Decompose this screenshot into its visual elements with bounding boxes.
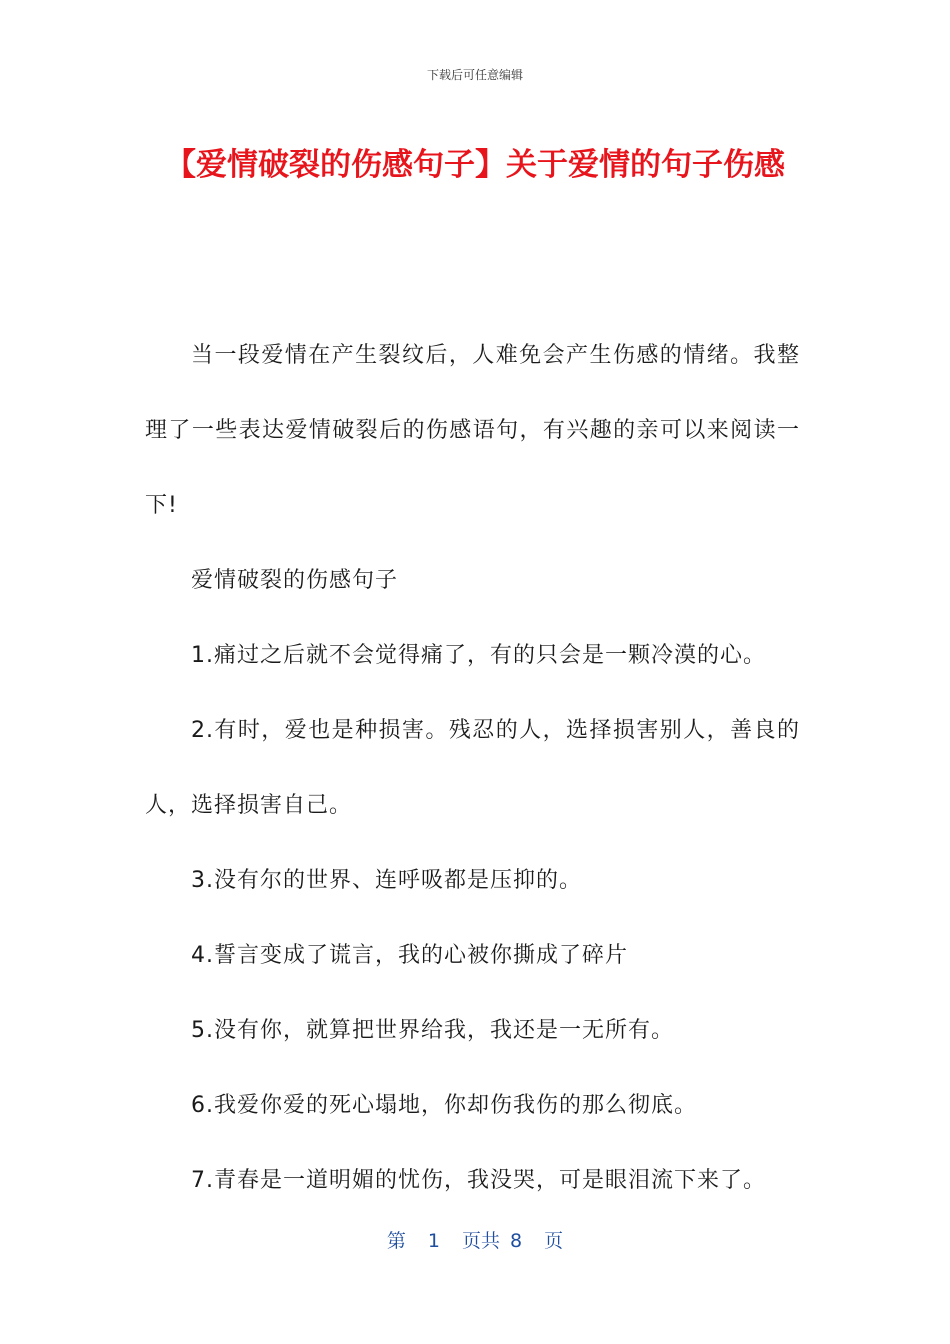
quote-item-2: 2.有时，爱也是种损害。残忍的人，选择损害别人，善良的人，选择损害自己。 (145, 718, 800, 818)
quote-item-7: 7.青春是一道明媚的忧伤，我没哭，可是眼泪流下来了。 (191, 1168, 766, 1193)
quote-item-1: 1.痛过之后就不会觉得痛了，有的只会是一颗冷漠的心。 (191, 643, 766, 668)
footer-total-pages: 8 (510, 1230, 523, 1252)
document-body (145, 318, 800, 1218)
intro-paragraph: 当一段爱情在产生裂纹后，人难免会产生伤感的情绪。我整理了一些表达爱情破裂后的伤感语句，有兴趣的亲可以来阅读一下! (145, 343, 800, 518)
footer-page-number: 1 (427, 1230, 440, 1252)
footer-suffix: 页 (544, 1230, 564, 1252)
footer-middle: 页共 (461, 1230, 500, 1252)
document-title: 【爱情破裂的伤感句子】关于爱情的句子伤感 (165, 147, 785, 183)
quote-item-5: 5.没有你，就算把世界给我，我还是一无所有。 (191, 1018, 674, 1043)
quote-item-3: 3.没有尔的世界、连呼吸都是压抑的。 (191, 868, 582, 893)
page-footer (0, 1226, 950, 1253)
section-heading: 爱情破裂的伤感句子 (191, 568, 399, 593)
quote-item-6: 6.我爱你爱的死心塌地，你却伤我伤的那么彻底。 (191, 1093, 697, 1118)
footer-prefix: 第 (386, 1230, 406, 1252)
quote-item-4: 4.誓言变成了谎言，我的心被你撕成了碎片 (191, 943, 628, 968)
header-note: 下载后可任意编辑 (426, 68, 523, 82)
